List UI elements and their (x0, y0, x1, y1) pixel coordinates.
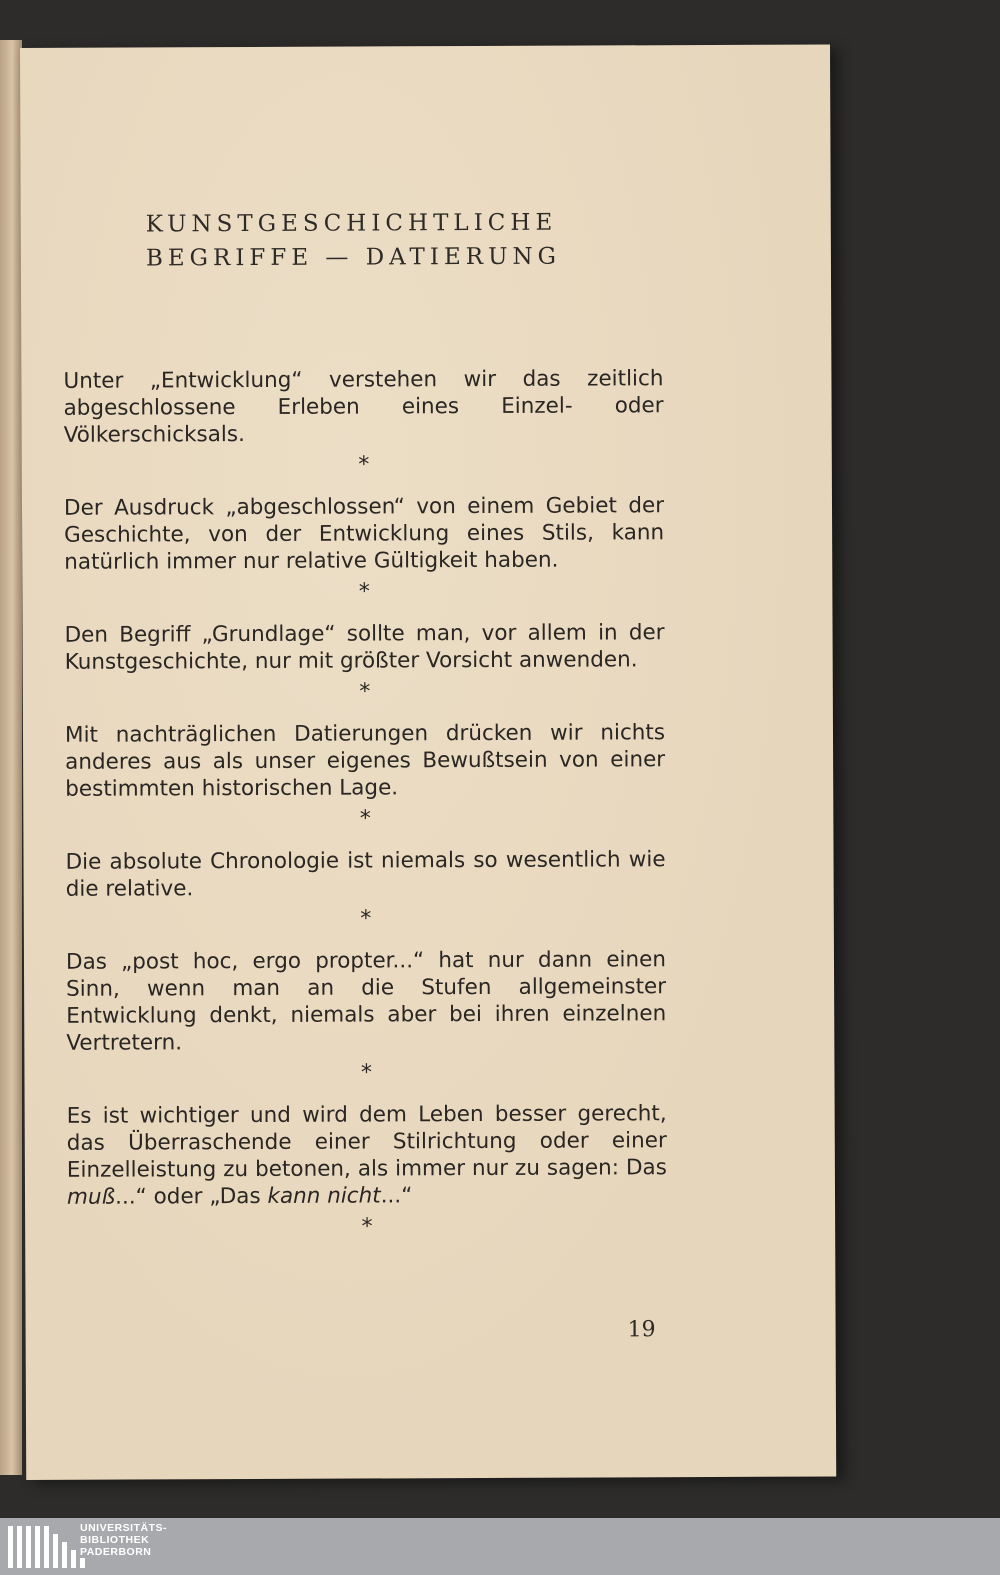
paragraph-2: Der Ausdruck „abgeschlossen“ von einem Gebiet der Geschichte, von der Entwicklung eines Stils, kann natürlich immer nur relative Gültigkeit haben. (63, 493, 665, 575)
chapter-title-line-2: BEGRIFFE — DATIERUNG (145, 243, 561, 272)
emphasis-muss: muß (66, 1184, 116, 1210)
paragraph-7 (67, 1100, 667, 1211)
chapter-title-line-1: KUNSTGESCHICHTLICHE (145, 209, 558, 238)
separator-asterisk: * (359, 806, 371, 832)
chapter-title (146, 205, 606, 275)
separator-asterisk: * (360, 906, 372, 932)
separator-asterisk: * (359, 679, 371, 705)
library-logo-icon (8, 1526, 85, 1568)
logo-line-1: UNIVERSITÄTS- (80, 1522, 168, 1534)
book-page (20, 44, 836, 1480)
paragraph-1: Unter „Entwicklung“ verstehen wir das zeitlich abgeschlossene Erleben eines Einzel- oder Völkerschicksals. (63, 366, 664, 448)
separator-asterisk: * (360, 1060, 373, 1086)
logo-line-2: BIBLIOTHEK (80, 1534, 150, 1546)
separator-asterisk: * (358, 452, 370, 478)
left-page-edge (0, 40, 22, 1475)
paragraph-7-text-after: ...“ (380, 1183, 413, 1209)
paragraph-3: Den Begriff „Grundlage“ sollte man, vor allem in der Kunstgeschichte, nur mit größter Vorsicht anwenden. (64, 620, 665, 675)
paragraph-6: Das „post hoc, ergo propter...“ hat nur dann einen Sinn, wenn man an die Stufen allgemeinster Entwicklung denkt, niemals aber bei ihren einzelnen Vertretern. (65, 947, 667, 1056)
aphorism-list (63, 365, 667, 1257)
paragraph-5: Die absolute Chronologie ist niemals so wesentlich wie die relative. (65, 847, 666, 902)
paragraph-7-text-middle: ...“ oder „Das (115, 1183, 268, 1210)
library-logo-text (80, 1522, 167, 1558)
paragraph-7-text-before: Es ist wichtiger und wird dem Leben besser gerecht, das Überraschende einer Stilrichtung oder einer Einzelleistung zu betonen, als immer nur zu sagen: Das (66, 1101, 667, 1183)
emphasis-kann-nicht: kann nicht (267, 1183, 381, 1209)
page-number: 19 (627, 1317, 656, 1343)
paragraph-4: Mit nachträglichen Datierungen drücken wir nichts anderes aus als unser eigenes Bewußtsein von einer bestimmten historischen Lage. (64, 720, 666, 802)
separator-asterisk: * (361, 1214, 373, 1240)
separator-asterisk: * (358, 579, 370, 605)
library-footer (0, 1518, 1000, 1575)
logo-line-3: PADERBORN (80, 1546, 152, 1558)
